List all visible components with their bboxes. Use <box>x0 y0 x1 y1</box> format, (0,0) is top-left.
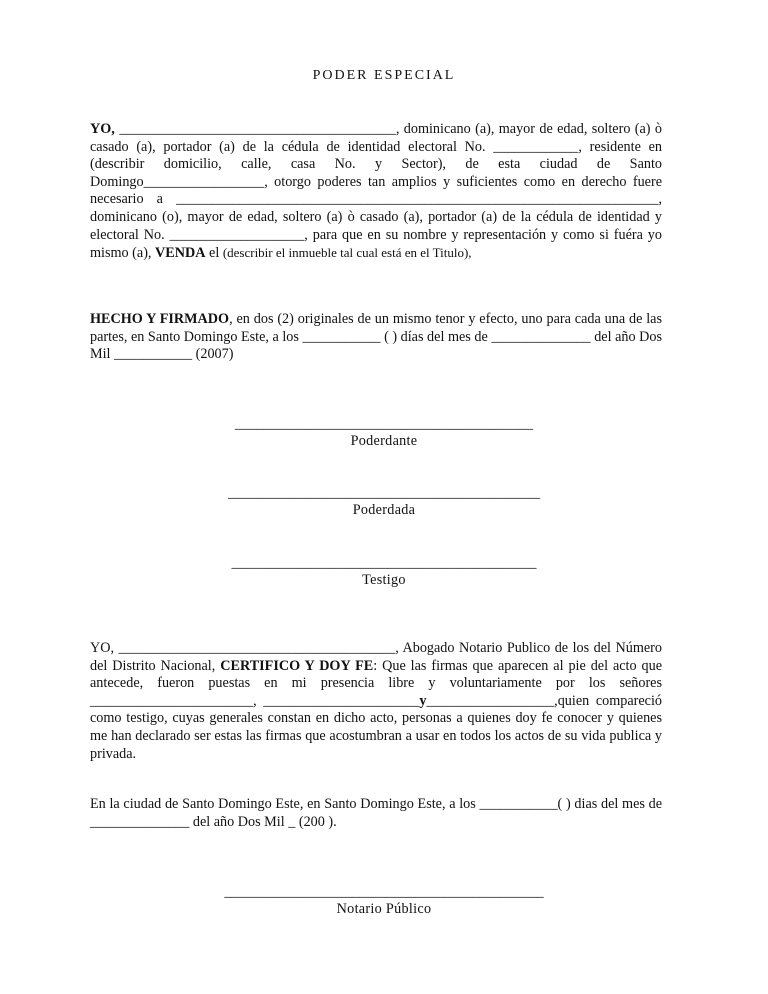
signature-block-poderdante <box>0 416 768 450</box>
signature-label: Poderdada <box>352 502 416 518</box>
grant-text: _______________________________________, dominicano (a), mayor de edad, soltero (a) ò casado (a), portador (a) de la cédula de identidad electoral No. ____________, residente en (describir domicilio, calle, casa No. y Sector), de esta ciudad de Santo Domingo_________________, otorgo poderes tan amplios y suficientes como en derecho fuere necesario a ____________________________________________________________________, dominicano (o), mayor de edad, soltero (a) ò casado (a), portador (a) de la cédula de identidad y electoral No. ___________________, para que en su nombre y representación y como si fuéra yo mismo (a), <box>90 121 662 262</box>
notary-certification-paragraph <box>90 640 662 763</box>
signed-text: , en dos (2) originales de un mismo tenor y efecto, uno para cada una de las partes, en Santo Domingo Este, a los ___________ ( ) días del mes de ______________ del año Dos Mil ___________ (2007) <box>90 311 662 363</box>
signature-block-poderdada <box>0 485 768 519</box>
signature-block-testigo <box>0 555 768 589</box>
hecho-firmado-heading: HECHO Y FIRMADO <box>90 311 230 327</box>
conjunction-y: y <box>419 692 427 709</box>
place-date-paragraph: En la ciudad de Santo Domingo Este, en Santo Domingo Este, a los ___________( ) dias del mes de ______________ del año Dos Mil _ (200 ). <box>90 796 662 830</box>
signature-line: _____________________________________________ <box>224 884 544 900</box>
grant-paragraph <box>90 121 662 263</box>
signature-label: Testigo <box>362 572 406 588</box>
signed-paragraph <box>90 311 662 364</box>
signature-label: Notario Público <box>336 901 432 917</box>
document-title: PODER ESPECIAL <box>312 68 456 83</box>
certification-text-3: __________________,quien compareció como testigo, cuyas generales constan en dicho acto, personas a quienes doy fe conocer y quienes me han declarado ser estas las firmas que acostumbran a usar en todos los actos de su vida publica y privada. <box>90 692 662 762</box>
signature-block-notario <box>0 884 768 918</box>
certifico-doy-fe-heading: CERTIFICO Y DOY FE <box>220 657 374 674</box>
signature-line: ___________________________________________ <box>231 555 537 571</box>
signature-line: __________________________________________ <box>235 416 533 432</box>
venda-keyword: VENDA <box>155 245 206 262</box>
yo-label: YO, <box>90 121 115 137</box>
signature-label: Poderdante <box>350 433 418 449</box>
certification-text: YO, _______________________________________, Abogado Notario Publico de los del Número del Distrito Nacional, <box>90 640 662 674</box>
property-description-note: (describir el inmueble tal cual está en el Titulo), <box>222 245 472 261</box>
grant-text-2: el <box>205 245 223 262</box>
signature-line: ____________________________________________ <box>227 485 541 501</box>
certification-text-2: : Que las firmas que aparecen al pie del acto que antecede, fueron puestas en mi presencia libre y voluntariamente por los señores _______________________, ______________________ <box>90 657 663 709</box>
